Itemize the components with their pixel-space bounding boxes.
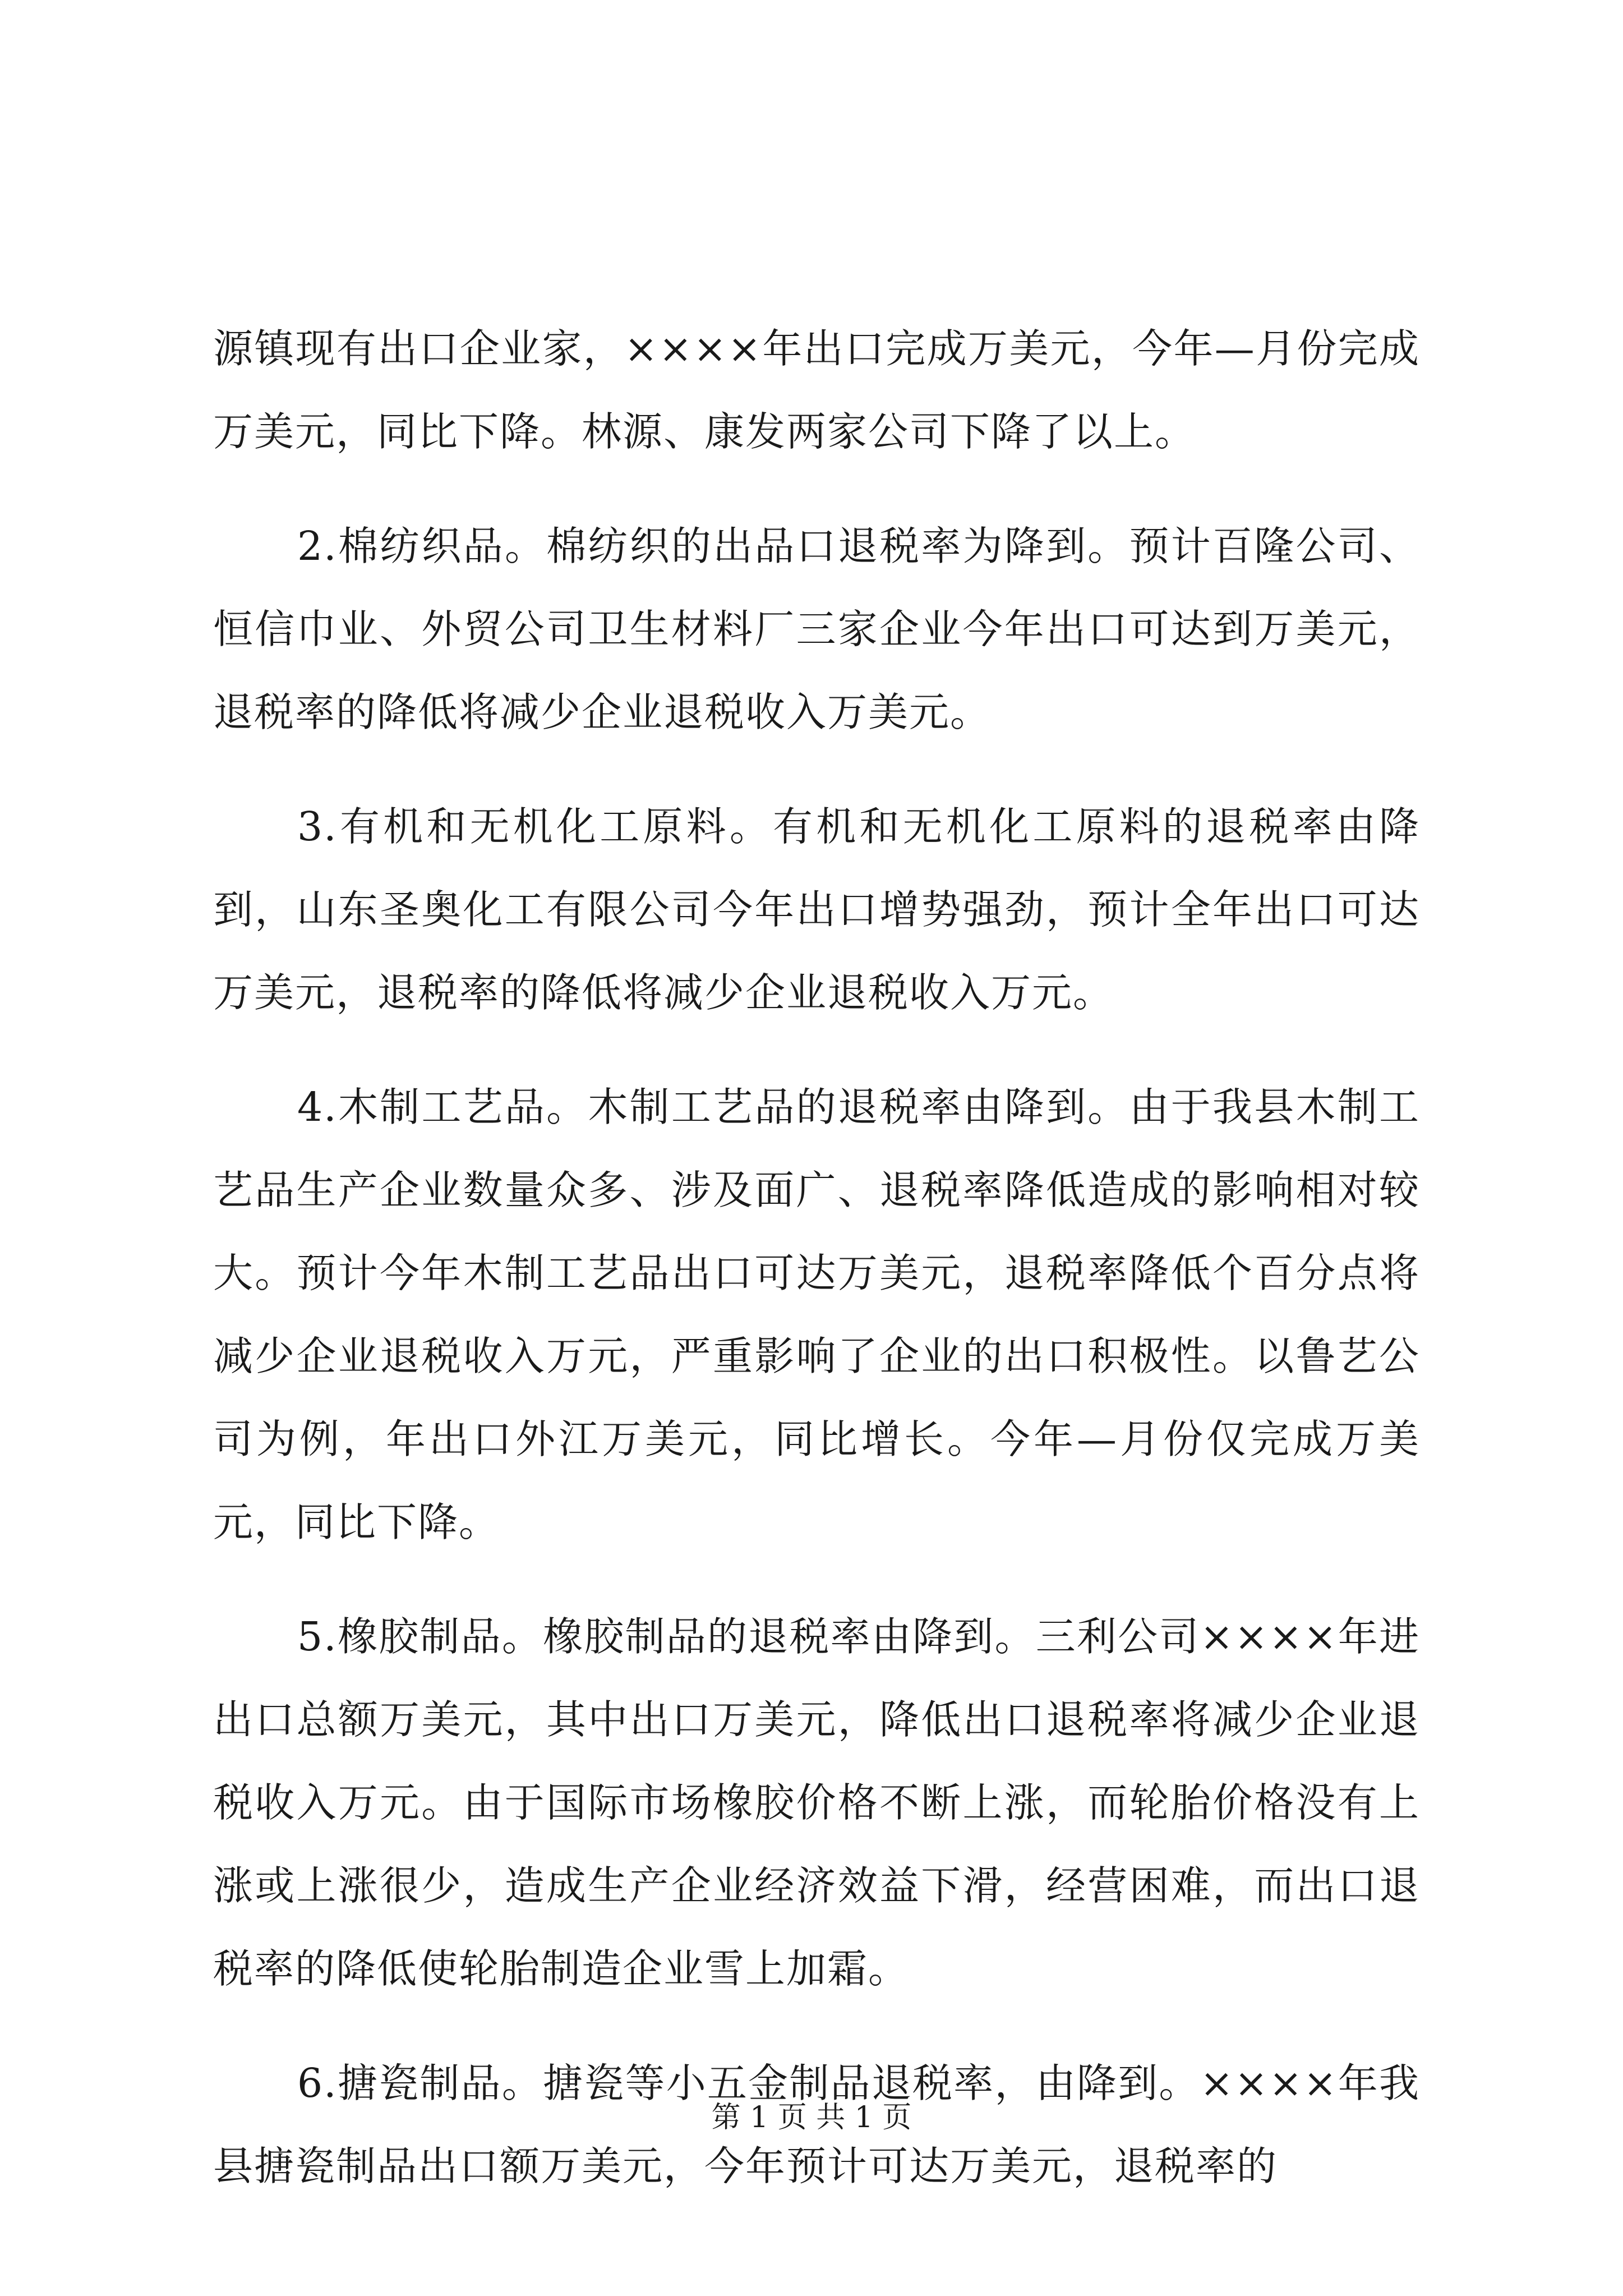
paragraph-6: 6.搪瓷制品。搪瓷等小五金制品退税率，由降到。××××年我县搪瓷制品出口额万美元，今年预计可达万美元，退税率的 (213, 2060, 1420, 2189)
paragraph-2: 2.棉纺织品。棉纺织的出品口退税率为降到。预计百隆公司、恒信巾业、外贸公司卫生材料厂三家企业今年出口可达到万美元，退税率的降低将减少企业退税收入万美元。 (213, 523, 1420, 735)
paragraph-5: 5.橡胶制品。橡胶制品的退税率由降到。三利公司××××年进出口总额万美元，其中出口万美元，降低出口退税率将减少企业退税收入万元。由于国际市场橡胶价格不断上涨，而轮胎价格没有上涨或上涨很少，造成生产企业经济效益下滑，经营困难，而出口退税率的降低使轮胎制造企业雪上加霜。 (213, 1613, 1420, 1992)
paragraph-4: 4.木制工艺品。木制工艺品的退税率由降到。由于我县木制工艺品生产企业数量众多、涉及面广、退税率降低造成的影响相对较大。预计今年木制工艺品出口可达万美元，退税率降低个百分点将减少企业退税收入万元，严重影响了企业的出口积极性。以鲁艺公司为例，年出口外江万美元，同比增长。今年—月份仅完成万美元，同比下降。 (213, 1084, 1420, 1545)
paragraph-3: 3.有机和无机化工原料。有机和无机化工原料的退税率由降到，山东圣奥化工有限公司今年出口增势强劲，预计全年出口可达万美元，退税率的降低将减少企业退税收入万元。 (213, 803, 1420, 1016)
paragraph-1: 源镇现有出口企业家，××××年出口完成万美元，今年—月份完成万美元，同比下降。林源、康发两家公司下降了以上。 (213, 325, 1420, 455)
page-footer: 第 1 页 共 1 页 (711, 2101, 912, 2134)
document-body (213, 307, 1420, 2239)
